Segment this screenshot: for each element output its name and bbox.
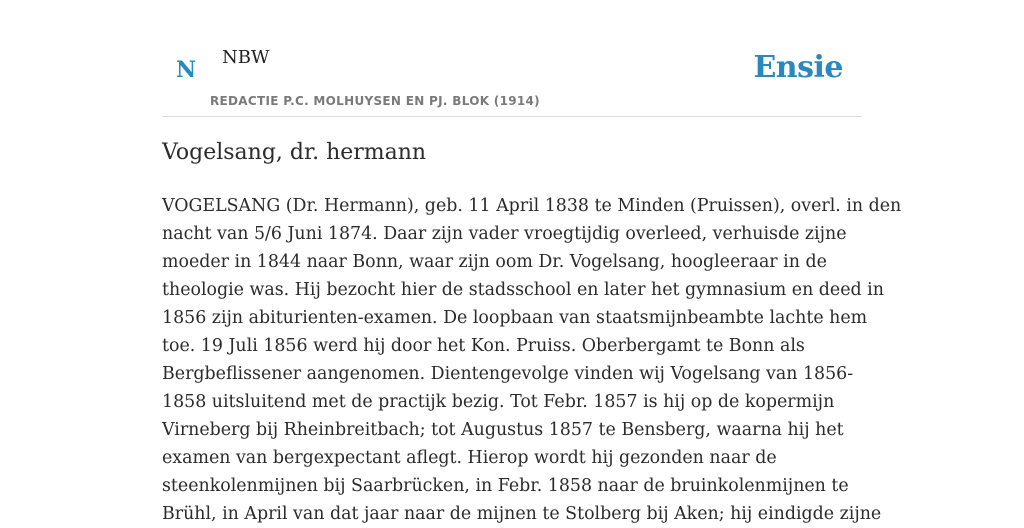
brand-logo[interactable]: Ensie xyxy=(753,50,843,85)
article-body xyxy=(162,192,902,528)
header xyxy=(162,0,862,117)
article-page xyxy=(162,0,902,524)
body-line: Brühl, in April van dat jaar naar de mijnen te Stolberg bij Aken; hij eindigde zijne xyxy=(162,504,882,524)
page-title: Vogelsang, dr. hermann xyxy=(162,140,427,165)
body-line: Bergbeflissener aangenomen. Dientengevolge vinden wij Vogelsang van 1856- xyxy=(162,364,854,384)
body-line: nacht van 5/6 Juni 1874. Daar zijn vader vroegtijdig overleed, verhuisde zijne xyxy=(162,224,847,244)
body-line: Virneberg bij Rheinbreitbach; tot Augustus 1857 te Bensberg, waarna hij het xyxy=(162,420,844,440)
source-editors: REDACTIE P.C. MOLHUYSEN EN PJ. BLOK (1914) xyxy=(210,94,540,108)
body-line: toe. 19 Juli 1856 werd hij door het Kon. Pruiss. Oberbergamt te Bonn als xyxy=(162,336,805,356)
body-line: 1856 zijn abiturienten-examen. De loopbaan van staatsmijnbeambte lachte hem xyxy=(162,308,868,328)
source-logo[interactable]: N xyxy=(176,57,197,83)
body-line: theologie was. Hij bezocht hier de stadsschool en later het gymnasium en deed in xyxy=(162,280,884,300)
source-name[interactable]: NBW xyxy=(222,47,270,68)
body-line: examen van bergexpectant aflegt. Hierop wordt hij gezonden naar de xyxy=(162,448,777,468)
body-line: steenkolenmijnen bij Saarbrücken, in Febr. 1858 naar de bruinkolenmijnen te xyxy=(162,476,849,496)
body-line: VOGELSANG (Dr. Hermann), geb. 11 April 1838 te Minden (Pruissen), overl. in den xyxy=(162,196,902,216)
body-line: 1858 uitsluitend met de practijk bezig. Tot Febr. 1857 is hij op de kopermijn xyxy=(162,392,835,412)
body-line: moeder in 1844 naar Bonn, waar zijn oom Dr. Vogelsang, hoogleeraar in de xyxy=(162,252,827,272)
